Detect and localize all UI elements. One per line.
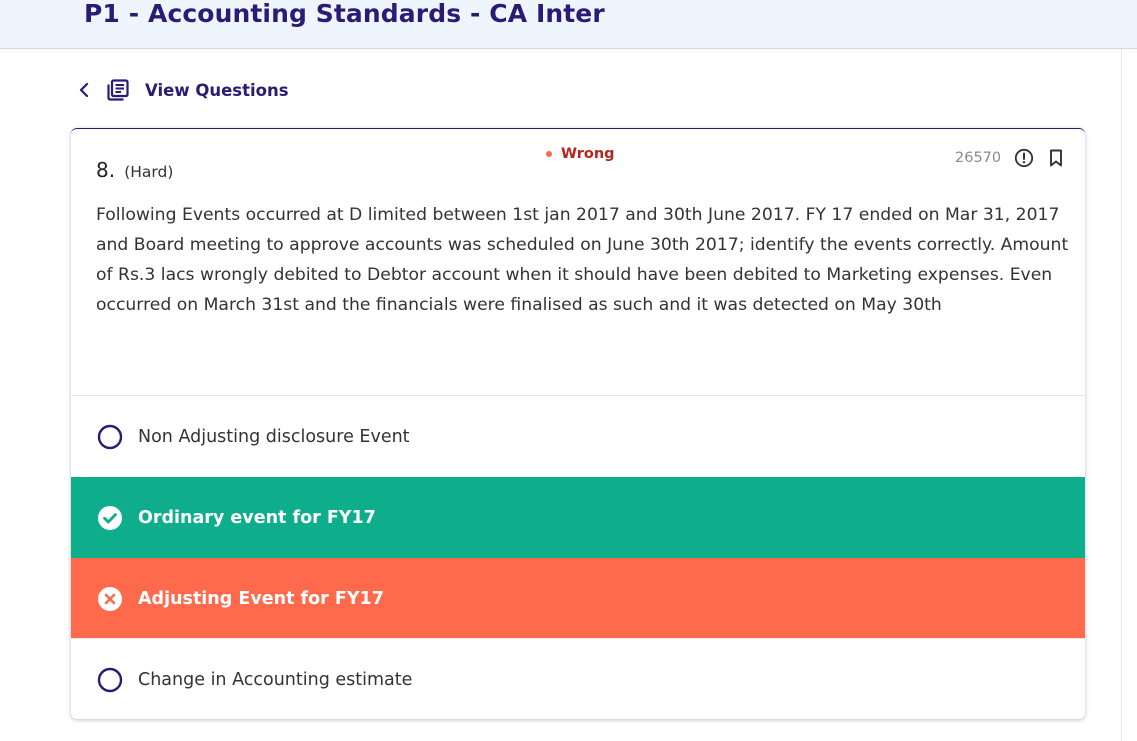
option-label: Adjusting Event for FY17: [138, 588, 384, 609]
app-header: [0, 0, 1137, 49]
question-header: [96, 158, 173, 182]
chevron-left-icon: [79, 83, 89, 97]
view-questions-link[interactable]: View Questions: [145, 80, 289, 100]
status-dot-icon: [546, 151, 552, 157]
question-number: 8.: [96, 158, 116, 182]
book-list-icon: [106, 78, 130, 102]
radio-empty-icon: [97, 667, 123, 693]
option-label: Non Adjusting disclosure Event: [138, 426, 410, 447]
question-text: Following Events occurred at D limited between 1st jan 2017 and 30th June 2017. FY 17 ended on Mar 31, 2017 and Board meeting to approve accounts was scheduled on June 30th 2017; identify the events correctly. Amount of Rs.3 lacs wrongly debited to Debtor account when it should have been debited to Marketing expenses. Even occurred on March 31st and the financials were finalised as such and it was detected on May 30th: [96, 205, 1069, 315]
x-circle-icon: [97, 586, 123, 612]
option-3-wrong[interactable]: [71, 558, 1085, 639]
status-label: Wrong: [561, 146, 615, 162]
option-4[interactable]: [71, 639, 1085, 719]
radio-empty-icon: [97, 424, 123, 450]
page-title: P1 - Accounting Standards - CA Inter: [84, 0, 605, 28]
breadcrumb: [74, 76, 289, 104]
question-difficulty: (Hard): [124, 163, 174, 181]
question-card: [71, 128, 1085, 719]
option-2-correct[interactable]: [71, 477, 1085, 558]
question-meta: [955, 147, 1064, 169]
bookmark-icon[interactable]: [1048, 147, 1064, 169]
status-badge: [546, 146, 615, 162]
option-label: Change in Accounting estimate: [138, 669, 413, 690]
info-icon[interactable]: [1013, 147, 1035, 169]
side-divider: [1121, 49, 1122, 741]
option-label: Ordinary event for FY17: [138, 507, 376, 528]
back-button[interactable]: [74, 76, 94, 104]
check-circle-icon: [97, 505, 123, 531]
question-id: 26570: [955, 150, 1002, 166]
option-1[interactable]: [71, 396, 1085, 477]
